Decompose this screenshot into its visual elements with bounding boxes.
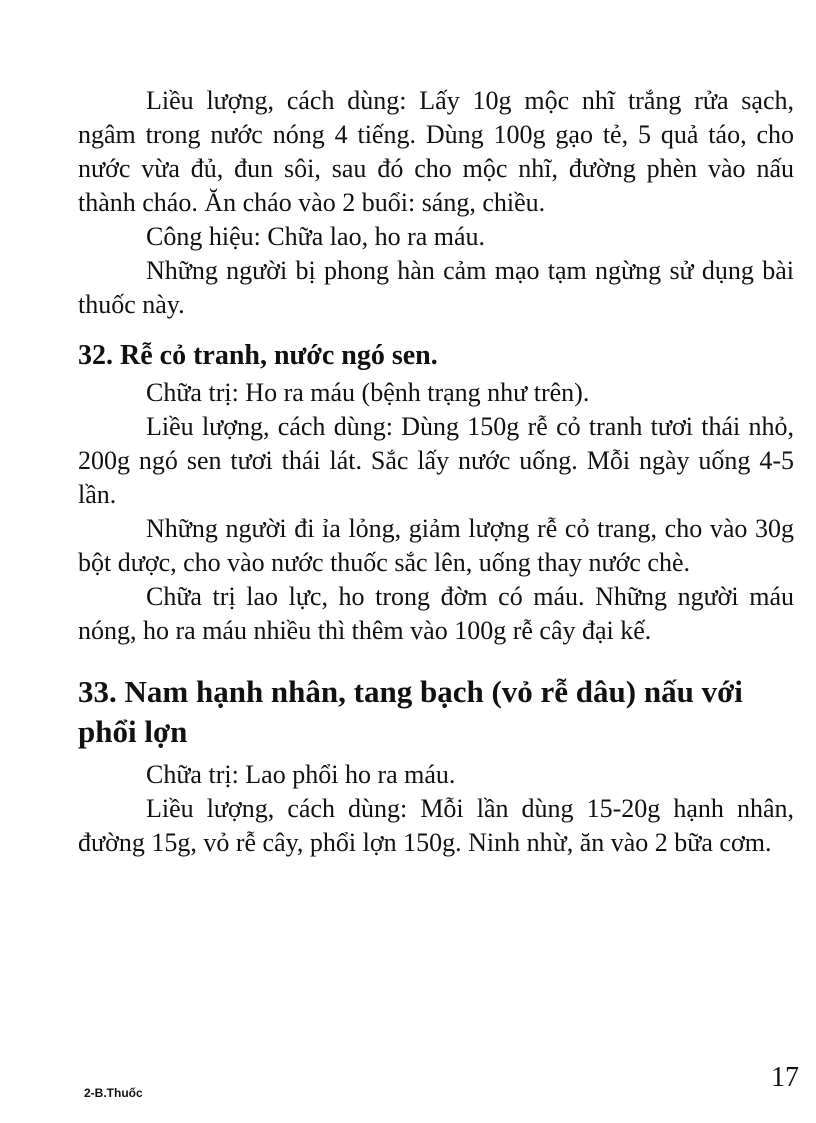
section-33-heading: 33. Nam hạnh nhân, tang bạch (vỏ rễ dâu) nấu với phổi lợn [78, 674, 743, 749]
intro-paragraph-warning: Những người bị phong hàn cảm mạo tạm ngừng sử dụng bài thuốc này. [78, 256, 794, 319]
section-33-dosage: Liều lượng, cách dùng: Mỗi lần dùng 15-20g hạnh nhân, đường 15g, vỏ rễ cây, phổi lợn 150g. Ninh nhừ, ăn vào 2 bữa cơm. [78, 794, 794, 857]
page-number: 17 [771, 1062, 799, 1093]
intro-paragraph-dosage: Liều lượng, cách dùng: Lấy 10g mộc nhĩ trắng rửa sạch, ngâm trong nước nóng 4 tiếng. Dùng 100g gạo tẻ, 5 quả táo, cho nước vừa đủ, đun sôi, sau đó cho mộc nhĩ, đường phèn vào nấu thành cháo. Ăn cháo vào 2 buổi: sáng, chiều. [78, 86, 794, 217]
section-32-extra: Chữa trị lao lực, ho trong đờm có máu. Những người máu nóng, ho ra máu nhiều thì thêm vào 100g rễ cây đại kế. [78, 582, 794, 645]
section-32-dosage: Liều lượng, cách dùng: Dùng 150g rễ cỏ tranh tươi thái nhỏ, 200g ngó sen tươi thái lát. Sắc lấy nước uống. Mỗi ngày uống 4-5 lần. [78, 412, 794, 509]
footer-signature: 2-B.Thuốc [84, 1086, 143, 1100]
section-32-heading: 32. Rễ cỏ tranh, nước ngó sen. [78, 340, 438, 371]
section-32-note: Những người đi ỉa lỏng, giảm lượng rễ cỏ trang, cho vào 30g bột dược, cho vào nước thuốc sắc lên, uống thay nước chè. [78, 514, 794, 577]
section-33-treatment: Chữa trị: Lao phổi ho ra máu. [146, 760, 456, 789]
intro-paragraph-effect: Công hiệu: Chữa lao, ho ra máu. [146, 222, 486, 251]
section-32-treatment: Chữa trị: Ho ra máu (bệnh trạng như trên). [146, 378, 590, 407]
page-content [78, 84, 794, 860]
